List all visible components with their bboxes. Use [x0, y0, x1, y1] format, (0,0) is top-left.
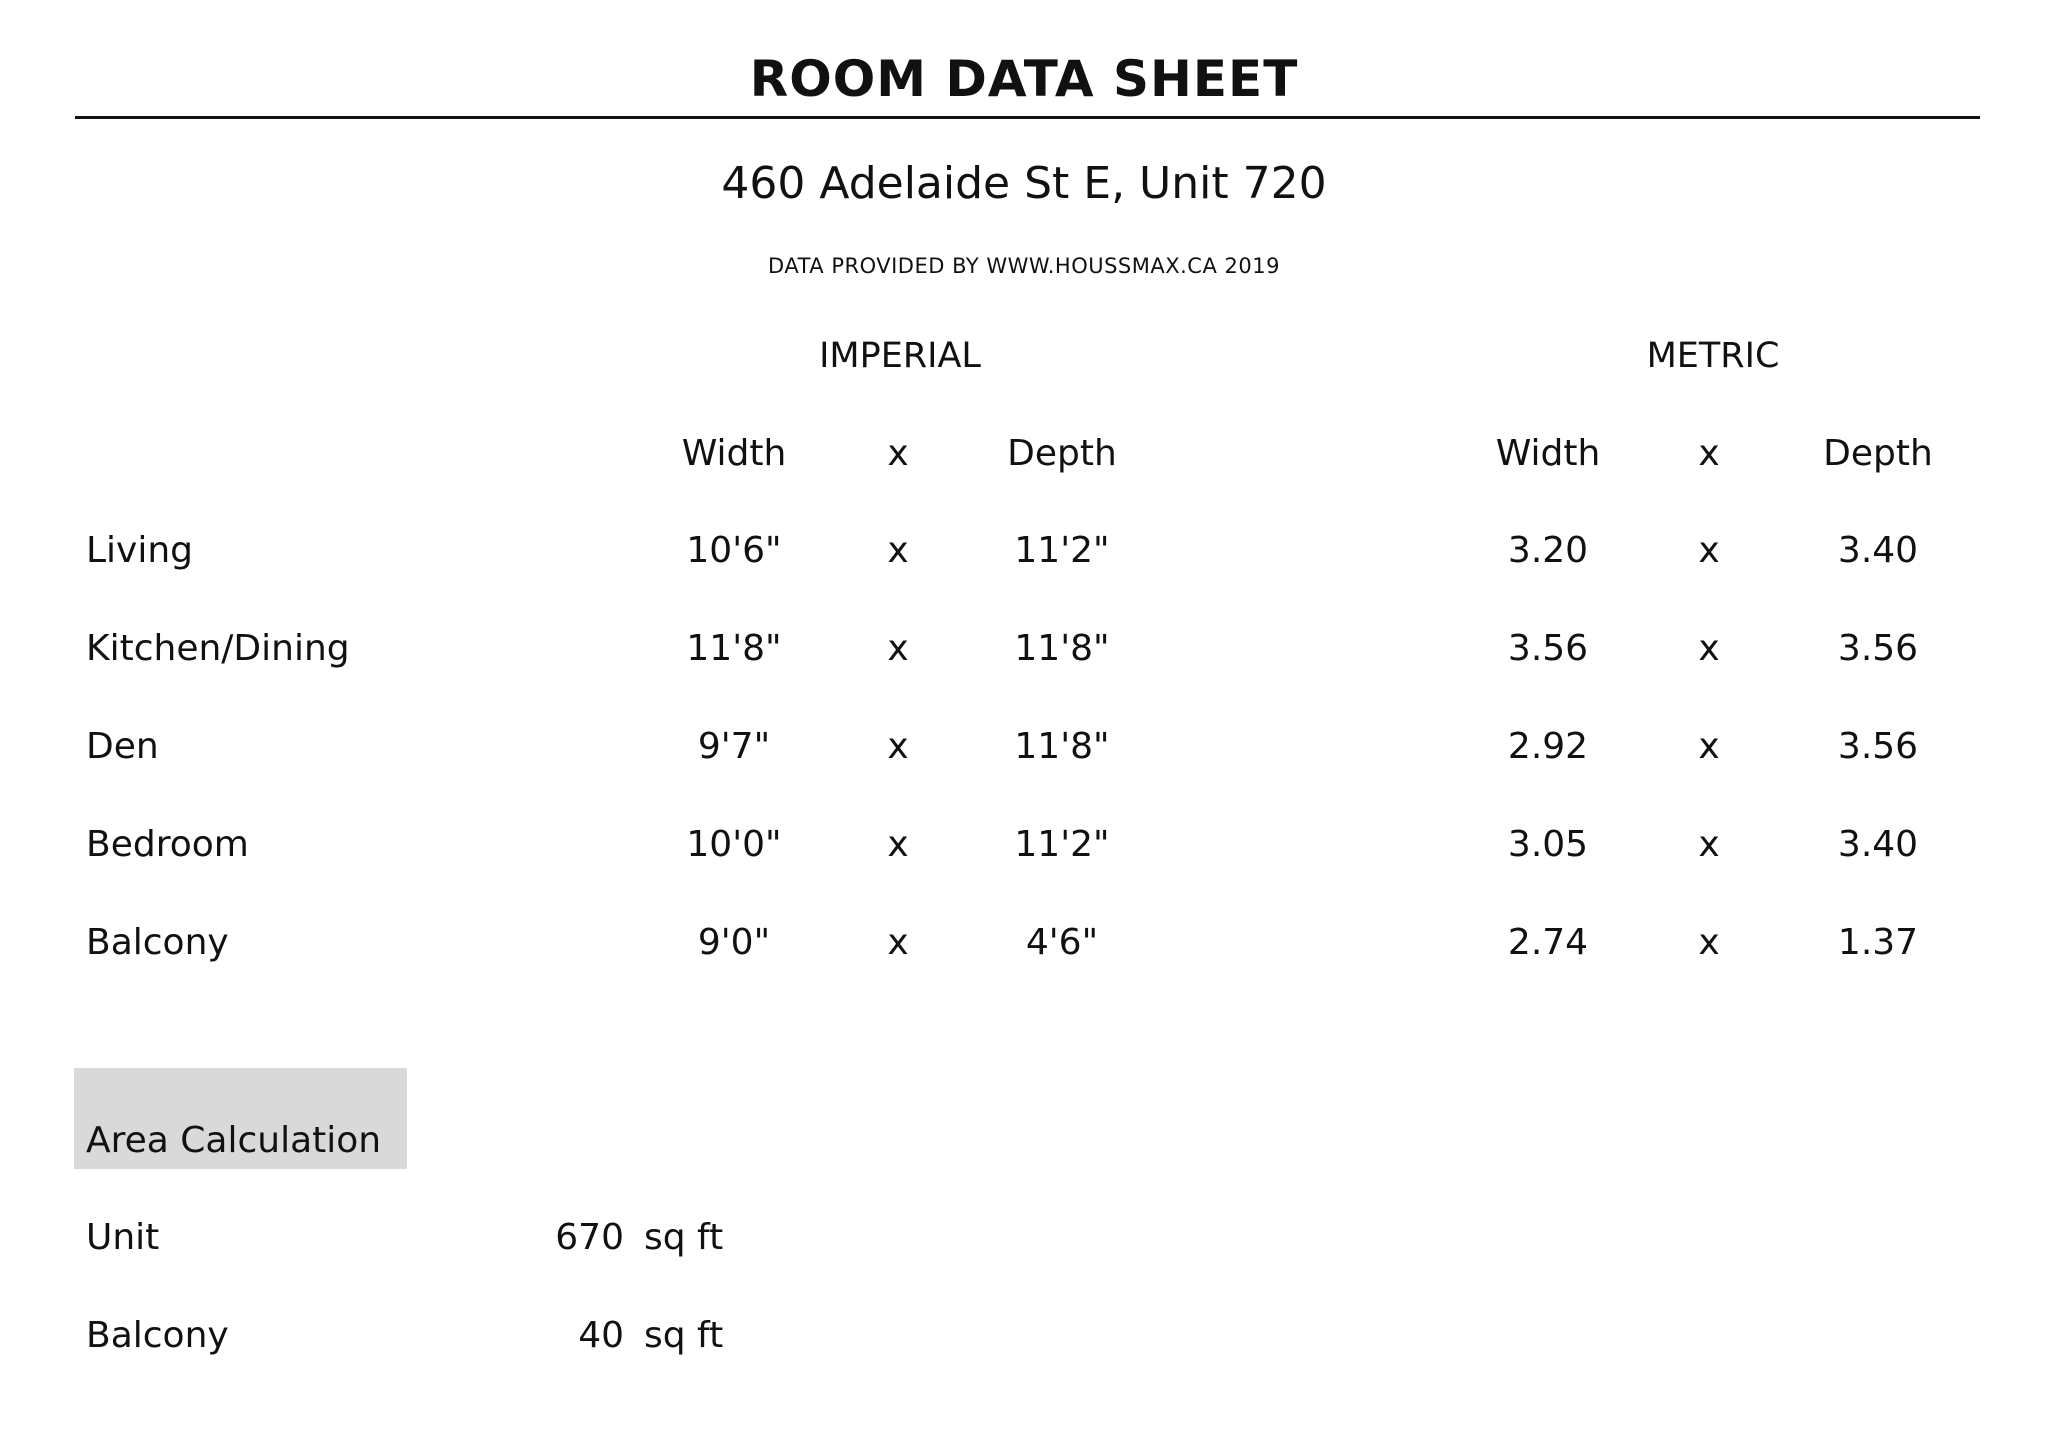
area-unit: sq ft — [644, 1217, 724, 1258]
room-name: Kitchen/Dining — [86, 628, 350, 669]
room-name: Den — [86, 726, 159, 767]
imperial-width-value: 10'6" — [686, 530, 782, 571]
metric-depth-value: 3.40 — [1837, 530, 1919, 571]
metric-width-value: 3.20 — [1507, 530, 1589, 571]
metric-depth-value: 3.40 — [1837, 824, 1919, 865]
metric-width-header: Width — [1495, 433, 1601, 474]
room-name: Balcony — [86, 922, 229, 963]
imperial-depth-value: 11'8" — [1014, 628, 1110, 669]
property-address: 460 Adelaide St E, Unit 720 — [721, 158, 1327, 209]
metric-width-value: 2.74 — [1507, 922, 1589, 963]
imperial-depth-header: Depth — [1007, 433, 1117, 474]
imperial-heading: IMPERIAL — [819, 336, 981, 376]
area-value: 40 — [578, 1315, 624, 1356]
metric-depth-value: 3.56 — [1837, 726, 1919, 767]
metric-separator: x — [1698, 628, 1720, 669]
room-name: Living — [86, 530, 194, 571]
imperial-width-value: 9'0" — [697, 922, 771, 963]
imperial-width-value: 11'8" — [686, 628, 782, 669]
imperial-separator: x — [887, 726, 909, 767]
imperial-depth-value: 11'2" — [1014, 824, 1110, 865]
page-title: ROOM DATA SHEET — [749, 50, 1299, 108]
area-calculation-header — [74, 1068, 407, 1169]
imperial-width-value: 9'7" — [697, 726, 771, 767]
imperial-separator: x — [887, 628, 909, 669]
imperial-depth-value: 11'2" — [1014, 530, 1110, 571]
imperial-width-value: 10'0" — [686, 824, 782, 865]
metric-separator: x — [1698, 824, 1720, 865]
metric-separator: x — [1698, 922, 1720, 963]
imperial-width-header: Width — [681, 433, 787, 474]
metric-separator: x — [1698, 726, 1720, 767]
metric-depth-value: 1.37 — [1837, 922, 1919, 963]
metric-heading: METRIC — [1646, 336, 1780, 376]
metric-width-value: 3.05 — [1507, 824, 1589, 865]
imperial-x-header: x — [887, 433, 909, 474]
data-source-note: DATA PROVIDED BY WWW.HOUSSMAX.CA 2019 — [768, 254, 1280, 278]
metric-width-value: 2.92 — [1507, 726, 1589, 767]
imperial-separator: x — [887, 530, 909, 571]
area-value: 670 — [555, 1217, 624, 1258]
metric-depth-value: 3.56 — [1837, 628, 1919, 669]
area-label: Unit — [86, 1217, 160, 1258]
imperial-depth-value: 11'8" — [1014, 726, 1110, 767]
area-label: Balcony — [86, 1315, 229, 1356]
area-calculation-title: Area Calculation — [86, 1120, 382, 1161]
room-name: Bedroom — [86, 824, 249, 865]
imperial-depth-value: 4'6" — [1025, 922, 1099, 963]
metric-separator: x — [1698, 530, 1720, 571]
metric-width-value: 3.56 — [1507, 628, 1589, 669]
title-divider — [75, 116, 1980, 119]
metric-depth-header: Depth — [1823, 433, 1933, 474]
imperial-separator: x — [887, 922, 909, 963]
area-unit: sq ft — [644, 1315, 724, 1356]
imperial-separator: x — [887, 824, 909, 865]
metric-x-header: x — [1698, 433, 1720, 474]
